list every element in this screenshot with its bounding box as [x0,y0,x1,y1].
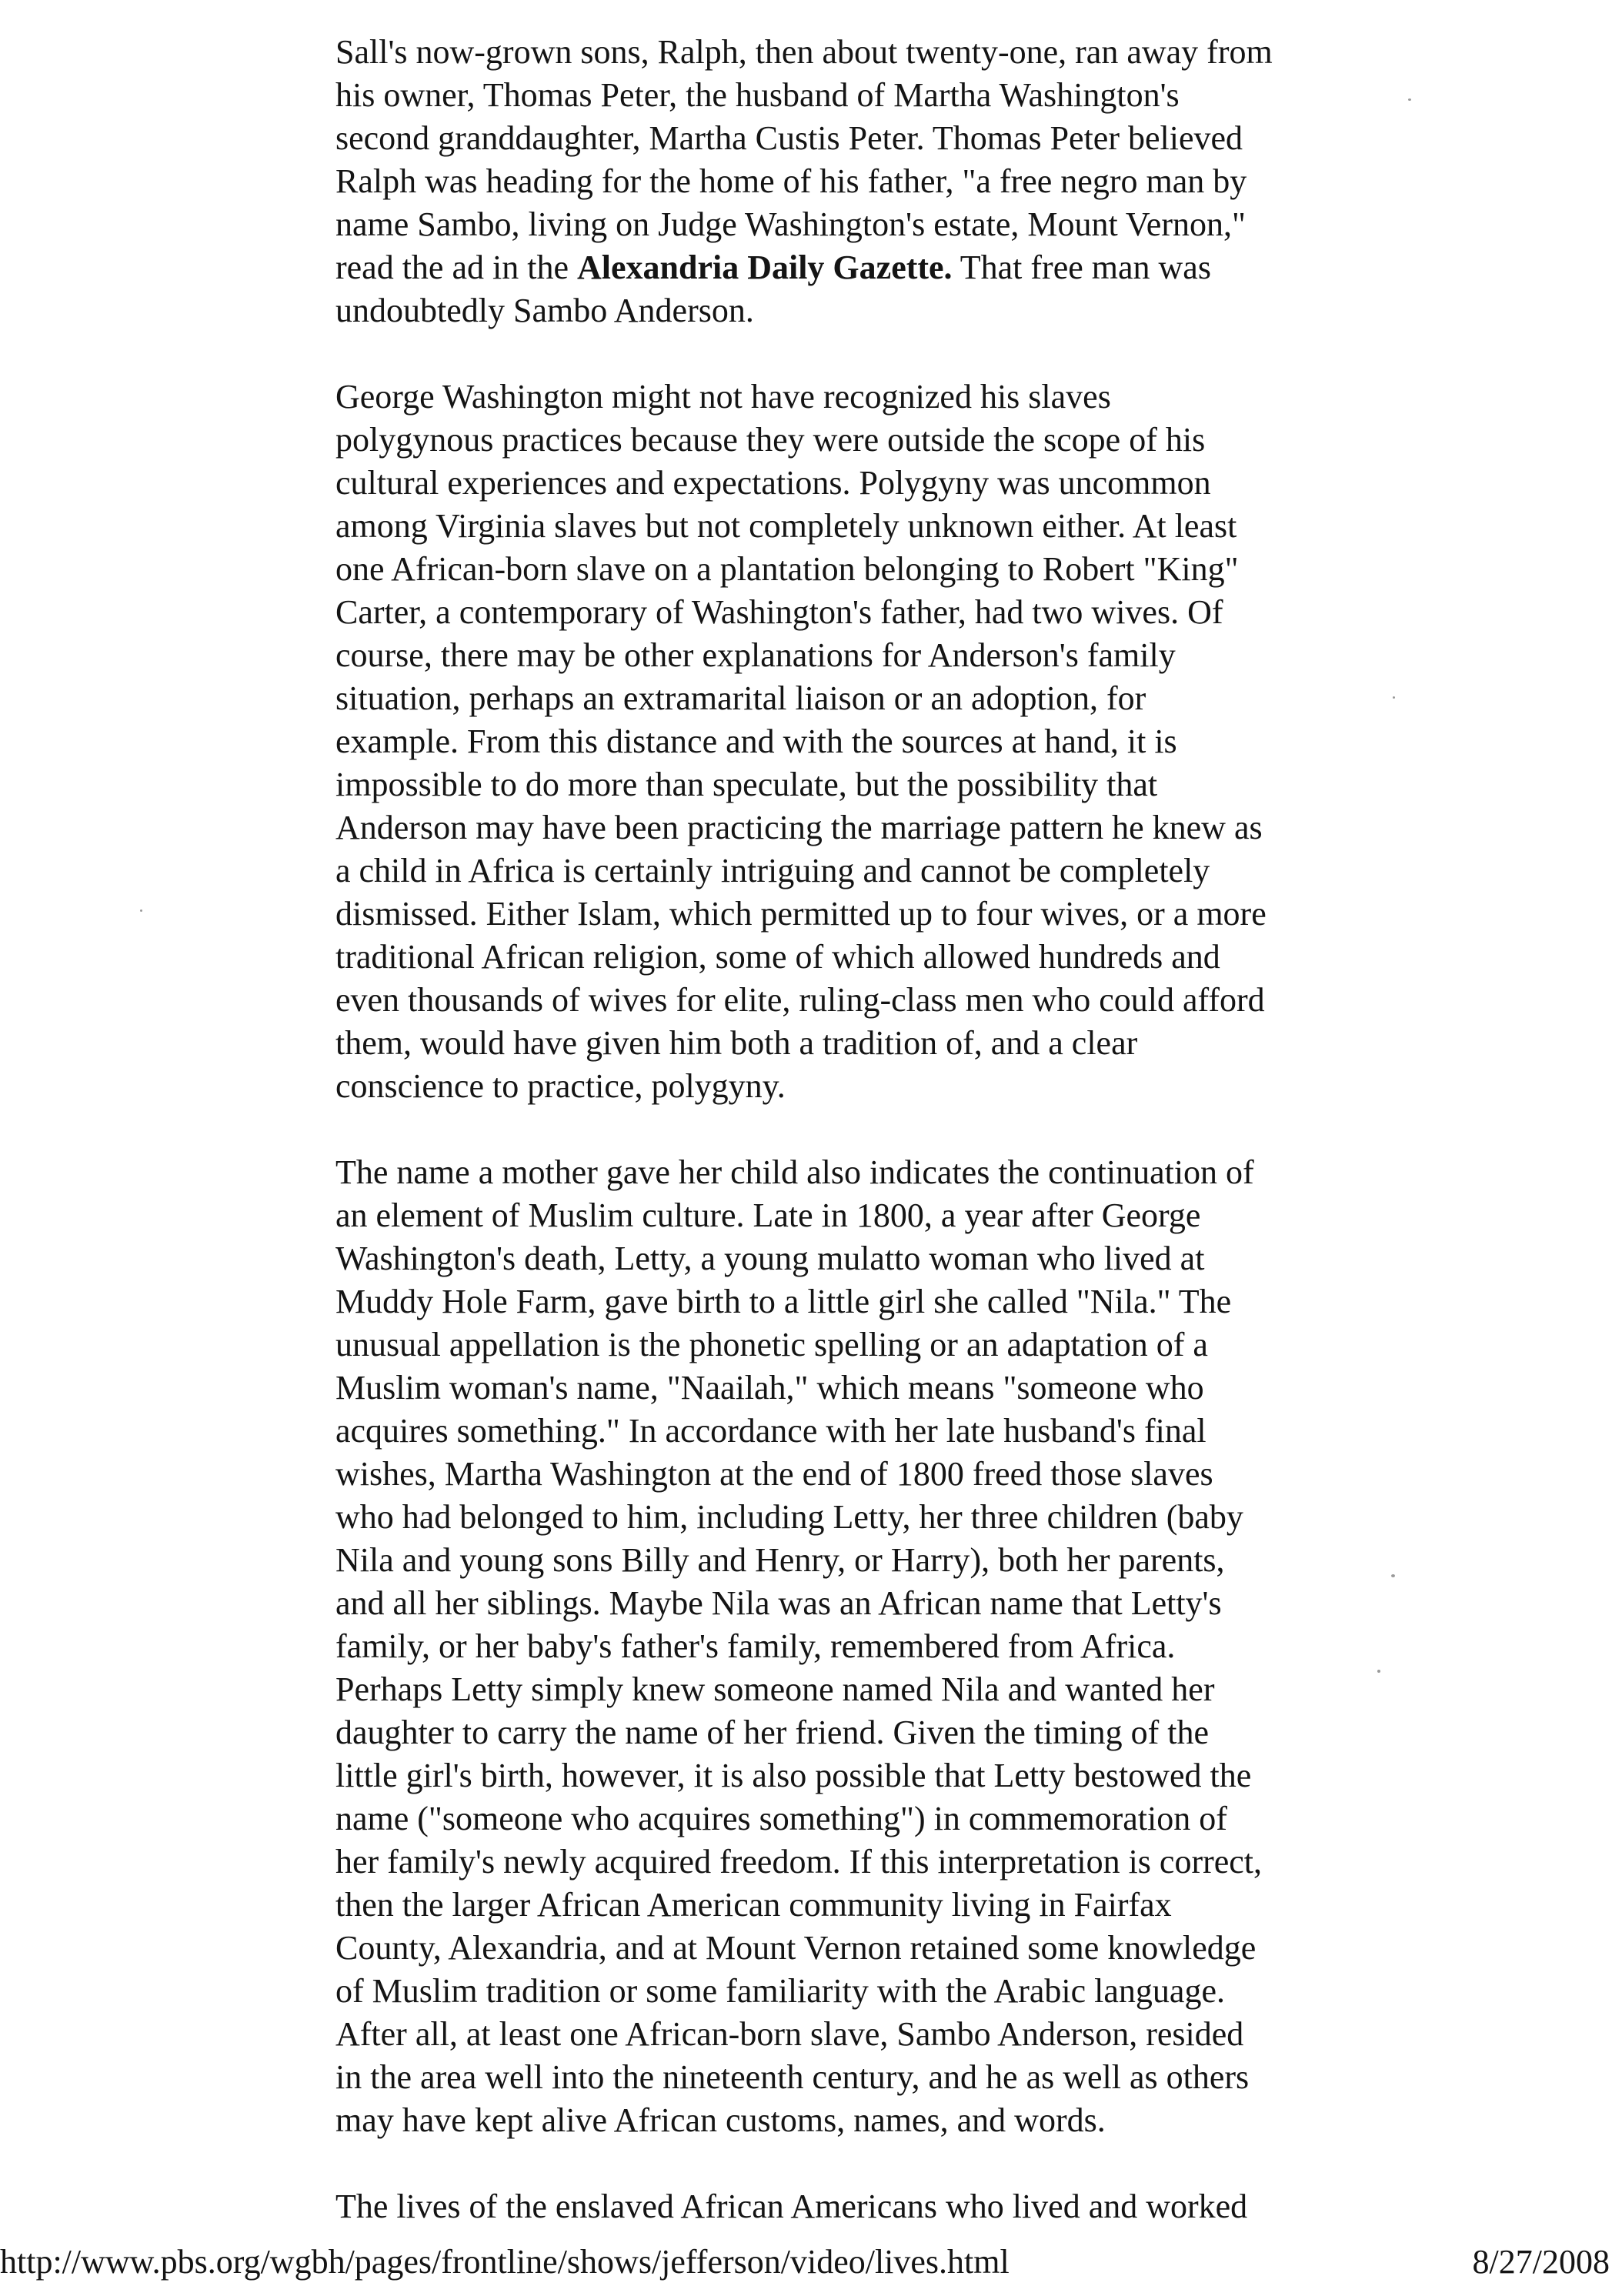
text-segment: of Muslim tradition or some familiarity with the Arabic language. [335,1972,1225,2010]
paragraph [335,1151,1420,2142]
text-segment: and all her siblings. Maybe Nila was an African name that Letty's [335,1584,1222,1622]
text-line [335,31,1420,74]
text-line [335,1884,1420,1927]
text-segment: who had belonged to him, including Letty, her three children (baby [335,1498,1243,1536]
text-segment: even thousands of wives for elite, ruling-class men who could afford [335,981,1265,1019]
text-segment: example. From this distance and with the sources at hand, it is [335,723,1177,760]
text-segment: polygynous practices because they were outside the scope of his [335,421,1206,459]
text-segment: family, or her baby's father's family, remembered from Africa. [335,1627,1176,1665]
text-line [335,634,1420,677]
text-line [335,1410,1420,1453]
text-line [335,117,1420,160]
text-segment: cultural experiences and expectations. Polygyny was uncommon [335,464,1211,502]
text-segment: impossible to do more than speculate, but the possibility that [335,766,1158,803]
text-line [335,203,1420,246]
text-segment: wishes, Martha Washington at the end of 1800 freed those slaves [335,1455,1213,1493]
text-segment: Muslim woman's name, "Naailah," which means "someone who [335,1369,1204,1407]
text-segment: The name a mother gave her child also indicates the continuation of [335,1153,1254,1191]
text-line [335,462,1420,505]
paragraph [335,2185,1420,2228]
text-line [335,1539,1420,1582]
text-line [335,1970,1420,2013]
text-line [335,1927,1420,1970]
text-segment: name Sambo, living on Judge Washington's estate, Mount Vernon," [335,205,1246,243]
text-line [335,1065,1420,1108]
text-segment: then the larger African American community living in Fairfax [335,1886,1172,1924]
scan-speck [1377,1670,1380,1673]
text-line [335,1797,1420,1840]
text-line [335,2185,1420,2228]
text-line [335,419,1420,462]
text-line [335,936,1420,979]
text-line [335,505,1420,548]
text-line [335,1754,1420,1797]
text-segment: name ("someone who acquires something") in commemoration of [335,1800,1227,1837]
text-line [335,979,1420,1022]
text-segment: dismissed. Either Islam, which permitted up to four wives, or a more [335,895,1267,933]
scan-speck [1393,696,1395,699]
text-line [335,849,1420,893]
text-segment: After all, at least one African-born slave, Sambo Anderson, resided [335,2015,1244,2053]
scan-speck [1408,98,1411,101]
text-line [335,2013,1420,2056]
text-segment: a child in Africa is certainly intriguing and cannot be completely [335,852,1210,889]
text-line [335,1237,1420,1280]
text-segment: traditional African religion, some of which allowed hundreds and [335,938,1220,976]
paragraph [335,375,1420,1108]
text-line [335,1323,1420,1367]
text-segment: Carter, a contemporary of Washington's father, had two wives. Of [335,593,1223,631]
text-line [335,1022,1420,1065]
paragraph-gap [335,2142,1420,2185]
text-segment: his owner, Thomas Peter, the husband of Martha Washington's [335,76,1180,114]
text-segment: Sall's now-grown sons, Ralph, then about twenty-one, ran away from [335,33,1273,71]
text-line [335,591,1420,634]
text-segment: situation, perhaps an extramarital liaison or an adoption, for [335,679,1146,717]
text-segment: Muddy Hole Farm, gave birth to a little girl she called "Nila." The [335,1283,1232,1320]
text-line [335,160,1420,203]
text-line [335,548,1420,591]
text-line [335,1625,1420,1668]
text-line [335,1453,1420,1496]
text-segment: little girl's birth, however, it is also possible that Letty bestowed the [335,1757,1252,1794]
text-segment: undoubtedly Sambo Anderson. [335,292,754,329]
text-line [335,74,1420,117]
text-line [335,1367,1420,1410]
text-segment: That free man was [952,249,1211,286]
text-segment: The lives of the enslaved African Americans who lived and worked [335,2188,1248,2225]
bold-title: Alexandria Daily Gazette. [576,249,953,286]
text-line [335,677,1420,720]
body-text [335,31,1420,2228]
footer-url: http://www.pbs.org/wgbh/pages/frontline/shows/jefferson/video/lives.html [0,2243,1010,2281]
text-line [335,2056,1420,2099]
text-line [335,1194,1420,1237]
text-line [335,1151,1420,1194]
text-line [335,1840,1420,1884]
text-segment: them, would have given him both a tradition of, and a clear [335,1024,1138,1062]
text-segment: among Virginia slaves but not completely unknown either. At least [335,507,1237,545]
text-segment: Anderson may have been practicing the marriage pattern he knew as [335,809,1263,846]
scan-speck [140,909,142,912]
text-line [335,1280,1420,1323]
text-segment: in the area well into the nineteenth century, and he as well as others [335,2058,1250,2096]
text-segment: County, Alexandria, and at Mount Vernon retained some knowledge [335,1929,1257,1967]
text-line [335,375,1420,419]
scan-speck [1391,1574,1395,1577]
text-segment: conscience to practice, polygyny. [335,1067,786,1105]
paragraph [335,31,1420,332]
paragraph-gap [335,1108,1420,1151]
text-line [335,1582,1420,1625]
footer-date: 8/27/2008 [1472,2243,1610,2281]
text-line [335,1711,1420,1754]
text-line [335,2099,1420,2142]
text-segment: Nila and young sons Billy and Henry, or Harry), both her parents, [335,1541,1225,1579]
text-line [335,763,1420,806]
text-segment: an element of Muslim culture. Late in 1800, a year after George [335,1196,1201,1234]
text-segment: George Washington might not have recognized his slaves [335,378,1111,415]
text-segment: Ralph was heading for the home of his father, "a free negro man by [335,162,1247,200]
text-segment: course, there may be other explanations for Anderson's family [335,636,1176,674]
text-line [335,720,1420,763]
text-line [335,246,1420,289]
text-line [335,893,1420,936]
text-segment: daughter to carry the name of her friend. Given the timing of the [335,1714,1210,1751]
text-segment: Perhaps Letty simply knew someone named Nila and wanted her [335,1670,1215,1708]
paragraph-gap [335,332,1420,375]
text-line [335,806,1420,849]
text-segment: read the ad in the [335,249,577,286]
text-line [335,289,1420,332]
text-segment: Washington's death, Letty, a young mulatto woman who lived at [335,1240,1205,1277]
text-segment: second granddaughter, Martha Custis Peter. Thomas Peter believed [335,119,1243,157]
text-segment: one African-born slave on a plantation belonging to Robert "King" [335,550,1239,588]
text-segment: acquires something." In accordance with her late husband's final [335,1412,1206,1450]
text-line [335,1496,1420,1539]
text-segment: her family's newly acquired freedom. If this interpretation is correct, [335,1843,1263,1881]
text-segment: unusual appellation is the phonetic spelling or an adaptation of a [335,1326,1208,1363]
text-segment: may have kept alive African customs, names, and words. [335,2101,1106,2139]
text-line [335,1668,1420,1711]
